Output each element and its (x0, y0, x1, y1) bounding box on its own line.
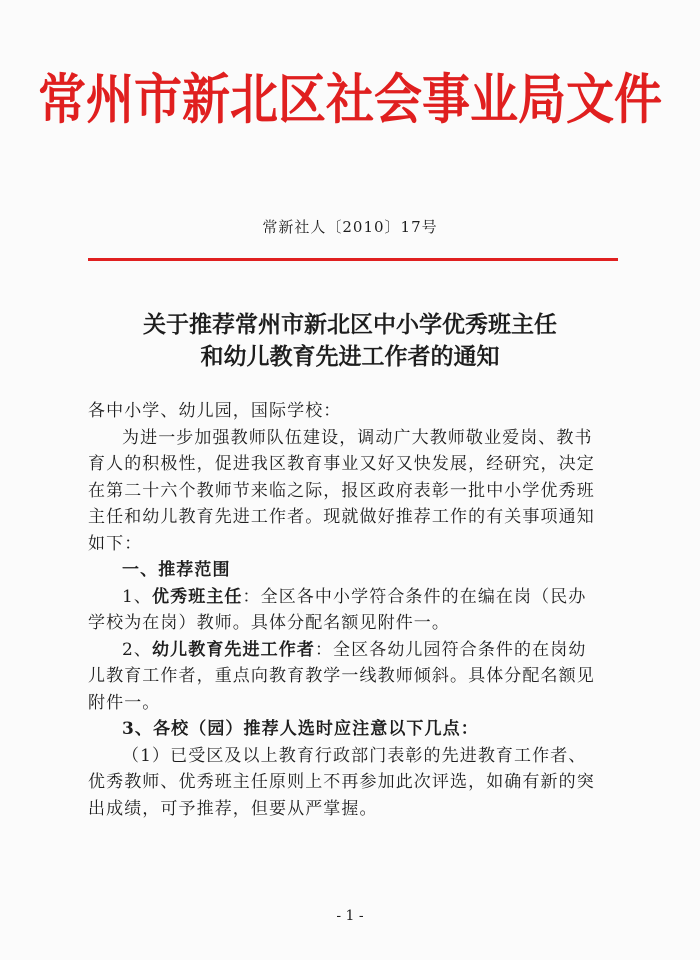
point-1-line: （1）已受区及以上教育行政部门表彰的先进教育工作者、 (122, 745, 587, 766)
item-1-label: 优秀班主任 (152, 586, 243, 607)
item-2-number: 2、 (122, 639, 153, 660)
red-divider-line (88, 258, 618, 261)
salutation: 各中小学、幼儿园，国际学校： (88, 401, 342, 421)
document-title-line-2: 和幼儿教育先进工作者的通知 (200, 343, 500, 370)
document-body (88, 398, 613, 822)
item-3-heading: 3、各校（园）推荐人选时应注意以下几点： (122, 719, 479, 739)
item-2-label: 幼儿教育先进工作者 (152, 639, 315, 660)
item-2-line-1 (88, 637, 613, 664)
point-1-line: 优秀教师、优秀班主任原则上不再参加此次评选，如确有新的突 (88, 772, 595, 792)
point-1-line: 出成绩，可予推荐，但要从严掌握。 (88, 798, 378, 819)
paragraph-line: 在第二十六个教师节来临之际，报区政府表彰一批中小学优秀班 (88, 480, 595, 501)
document-number: 常新社人〔2010〕17号 (262, 218, 438, 236)
document-header: 常州市新北区社会事业局文件 (37, 68, 662, 132)
item-2-line-3: 附件一。 (88, 692, 161, 713)
section-heading: 一、推荐范围 (122, 560, 231, 580)
paragraph-line: 育人的积极性，促进我区教育事业又好又快发展，经研究，决定 (88, 454, 595, 474)
item-2-line-2: 儿教育工作者，重点向教育教学一线教师倾斜。具体分配名额见 (88, 666, 595, 686)
document-title-line-1: 关于推荐常州市新北区中小学优秀班主任 (143, 311, 557, 338)
item-1-text: ：全区各中小学符合条件的在编在岗（民办 (242, 586, 587, 607)
item-2-text: ：全区各幼儿园符合条件的在岗幼 (314, 639, 587, 660)
page-number: - 1 - (336, 908, 364, 924)
paragraph-line: 主任和幼儿教育先进工作者。现就做好推荐工作的有关事项通知 (88, 507, 595, 527)
item-1-line-2: 学校为在岗）教师。具体分配名额见附件一。 (88, 613, 450, 633)
item-1-line-1 (88, 584, 613, 611)
paragraph-line: 为进一步加强教师队伍建设，调动广大教师敬业爱岗、教书 (122, 427, 593, 448)
paragraph-line: 如下： (88, 533, 143, 554)
item-1-number: 1、 (122, 586, 153, 607)
